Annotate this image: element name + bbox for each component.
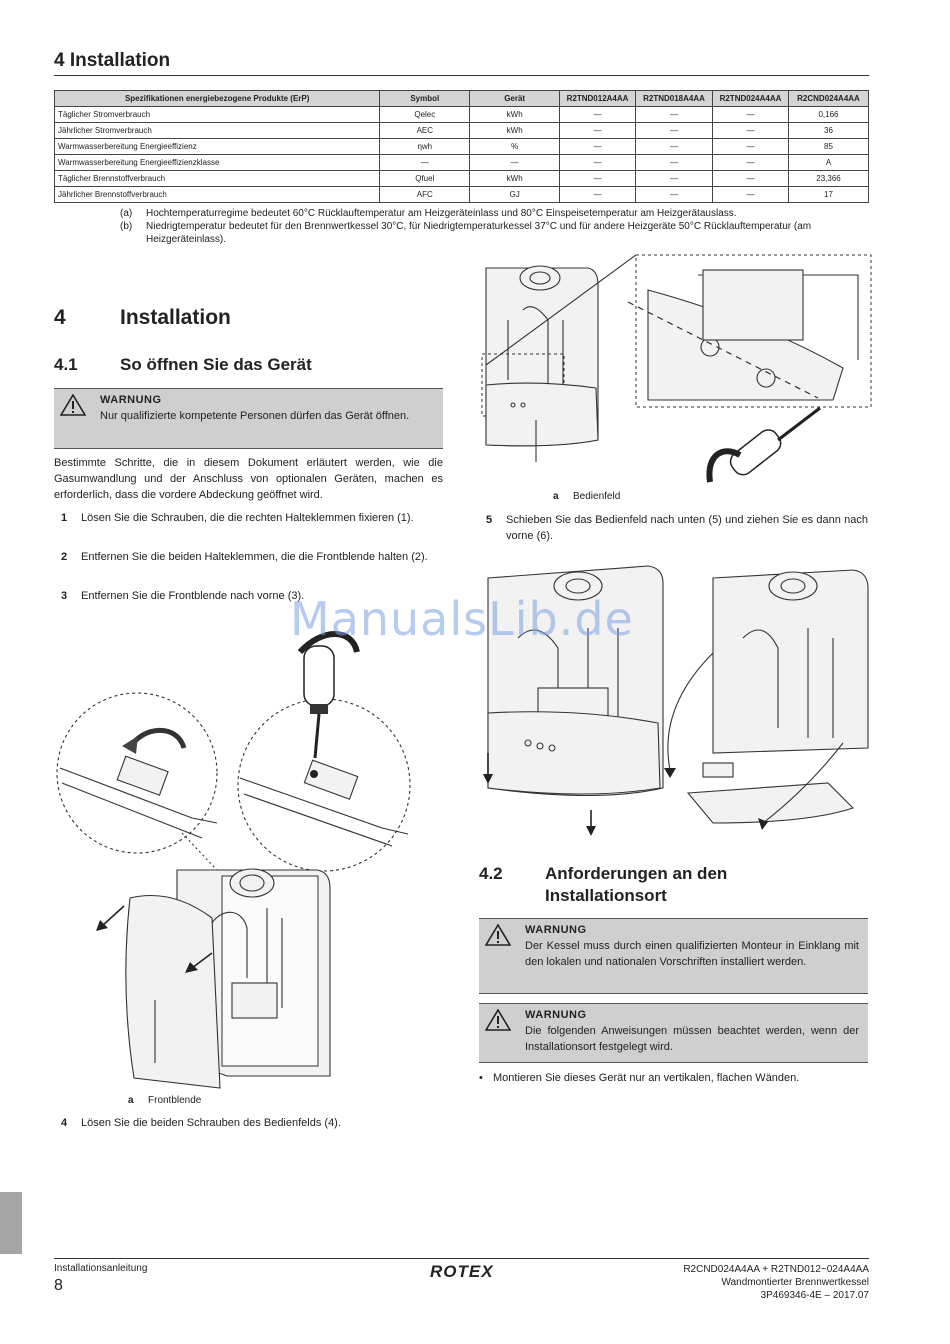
table-cell: Qfuel	[380, 171, 470, 187]
table-cell: Täglicher Brennstoffverbrauch	[55, 171, 380, 187]
warning-triangle-icon	[60, 394, 86, 416]
table-cell: Jährlicher Stromverbrauch	[55, 123, 380, 139]
table-cell: 17	[788, 187, 868, 203]
table-cell: —	[380, 155, 470, 171]
table-cell: Täglicher Stromverbrauch	[55, 107, 380, 123]
table-header-cell: R2CND024A4AA	[788, 91, 868, 107]
table-cell: %	[470, 139, 560, 155]
section-heading-4-2: 4.2 Anforderungen an den Installationsort	[479, 864, 728, 905]
page-header-title: 4 Installation	[54, 50, 171, 71]
warning-title: WARNUNG	[525, 924, 587, 936]
table-row	[55, 123, 869, 139]
warning-box-qualified-installer	[479, 918, 868, 994]
table-cell: ηwh	[380, 139, 470, 155]
warning-title: WARNUNG	[525, 1009, 587, 1021]
table-header-cell: Symbol	[380, 91, 470, 107]
table-cell: —	[713, 139, 789, 155]
watermark-text: ManualsLib.de	[290, 592, 634, 646]
table-header-cell: Spezifikationen energiebezogene Produkte (ErP)	[55, 91, 380, 107]
header-rule	[54, 75, 869, 76]
table-cell: —	[636, 155, 713, 171]
table-cell: —	[560, 155, 636, 171]
table-cell: AFC	[380, 187, 470, 203]
table-cell: Qelec	[380, 107, 470, 123]
table-footnotes	[120, 207, 860, 246]
step-4: 4 Lösen Sie die beiden Schrauben des Bedienfelds (4).	[61, 1117, 341, 1129]
table-cell: —	[560, 123, 636, 139]
table-cell: kWh	[470, 123, 560, 139]
table-cell: AEC	[380, 123, 470, 139]
table-cell: A	[788, 155, 868, 171]
rotex-logo: ROTEX	[430, 1262, 494, 1281]
footer-product-info: R2CND024A4AA + R2TND012~024A4AA Wandmontierter Brennwertkessel 3P469346-4E – 2017.07	[683, 1264, 869, 1301]
table-row	[55, 187, 869, 203]
table-header-cell: R2TND018A4AA	[636, 91, 713, 107]
table-cell: kWh	[470, 171, 560, 187]
table-row	[55, 107, 869, 123]
table-cell: —	[636, 123, 713, 139]
front-panel-removal-illustration	[52, 608, 452, 1090]
table-cell: —	[636, 139, 713, 155]
erp-spec-table	[54, 90, 869, 203]
footnote-a: (a) Hochtemperaturregime bedeutet 60°C Rücklauftemperatur am Heizgeräteinlass und 80°C Einspeisetemperatur am Heizgerätauslass.	[120, 208, 737, 219]
table-header-cell: Gerät	[470, 91, 560, 107]
page-number: 8	[54, 1277, 63, 1294]
table-cell: —	[636, 187, 713, 203]
table-cell: —	[560, 187, 636, 203]
step-5: 5 Schieben Sie das Bedienfeld nach unten (5) und ziehen Sie es dann nach vorne (6).	[486, 514, 868, 542]
step-3: 3 Entfernen Sie die Frontblende nach vorne (3).	[61, 590, 305, 602]
section-heading-4: 4 Installation	[54, 306, 231, 329]
table-cell: Warmwasserbereitung Energieeffizienzklasse	[55, 155, 380, 171]
table-cell: —	[713, 123, 789, 139]
table-cell: 36	[788, 123, 868, 139]
table-cell: —	[560, 107, 636, 123]
table-header-cell: R2TND024A4AA	[713, 91, 789, 107]
table-cell: —	[713, 187, 789, 203]
table-cell: —	[713, 155, 789, 171]
table-cell: GJ	[470, 187, 560, 203]
bullet-vertical-wall: • Montieren Sie dieses Gerät nur an vertikalen, flachen Wänden.	[479, 1072, 800, 1084]
figure-caption-bedienfeld: a Bedienfeld	[553, 491, 621, 502]
table-cell: —	[636, 107, 713, 123]
warning-text: Nur qualifizierte kompetente Personen dürfen das Gerät öffnen.	[100, 410, 410, 422]
table-cell: —	[470, 155, 560, 171]
table-header-row	[55, 91, 869, 107]
warning-triangle-icon	[485, 924, 511, 946]
control-panel-illustration	[478, 250, 873, 490]
warning-box-installation-site	[479, 1003, 868, 1063]
table-row	[55, 171, 869, 187]
warning-box-open-device	[54, 388, 443, 449]
table-header-cell: R2TND012A4AA	[560, 91, 636, 107]
table-cell: kWh	[470, 107, 560, 123]
table-cell: —	[560, 171, 636, 187]
table-cell: —	[713, 107, 789, 123]
table-cell: —	[713, 171, 789, 187]
table-cell: —	[636, 171, 713, 187]
figure-caption-frontblende: a Frontblende	[128, 1095, 202, 1106]
table-cell: —	[560, 139, 636, 155]
chapter-side-tab	[0, 1192, 22, 1254]
warning-title: WARNUNG	[100, 394, 162, 406]
table-cell: 85	[788, 139, 868, 155]
footer-rule	[54, 1258, 869, 1259]
table-row	[55, 139, 869, 155]
section-heading-4-1: 4.1 So öffnen Sie das Gerät	[54, 355, 312, 374]
table-cell: Warmwasserbereitung Energieeffizienz	[55, 139, 380, 155]
table-cell: 23,366	[788, 171, 868, 187]
table-row	[55, 155, 869, 171]
table-cell: Jährlicher Brennstoffverbrauch	[55, 187, 380, 203]
warning-triangle-icon	[485, 1009, 511, 1031]
footer-doc-type: Installationsanleitung	[54, 1263, 148, 1274]
warning-text: Der Kessel muss durch einen qualifizierten Monteur in Einklang mit den lokalen und nationalen Vorschriften installiert werden.	[525, 940, 859, 968]
step-2: 2 Entfernen Sie die beiden Halteklemmen, die die Frontblende halten (2).	[61, 551, 428, 563]
step-1: 1 Lösen Sie die Schrauben, die die rechten Halteklemmen fixieren (1).	[61, 512, 414, 524]
warning-text: Die folgenden Anweisungen müssen beachtet werden, wenn der Installationsort festgelegt wird.	[525, 1025, 859, 1053]
table-cell: 0,166	[788, 107, 868, 123]
footnote-b: (b) Niedrigtemperatur bedeutet für den Brennwertkessel 30°C, für Niedrigtemperaturkessel 37°C und für andere Heizgeräte 50°C Rücklauftemperatur (am Heizgeräteinlass).	[120, 221, 812, 245]
intro-paragraph: Bestimmte Schritte, die in diesem Dokument erläutert werden, wie die Gasumwandlung und der Anschluss von optionalen Geräten, machen es erforderlich, dass die vordere Abdeckung geöffnet wird.	[54, 457, 443, 501]
